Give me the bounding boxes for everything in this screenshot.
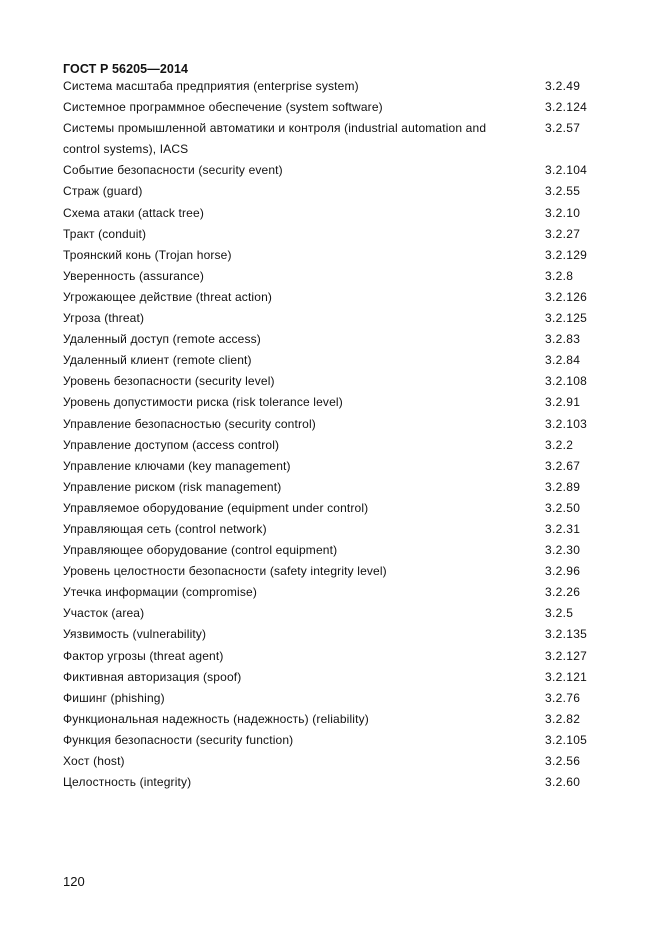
clause-reference: 3.2.135 — [545, 627, 588, 642]
term-text: Системное программное обеспечение (system software) — [63, 100, 383, 115]
index-entry — [63, 245, 603, 266]
clause-reference: 3.2.49 — [545, 79, 581, 93]
index-entry — [63, 224, 603, 245]
clause-reference: 3.2.83 — [545, 332, 581, 347]
clause-reference: 3.2.26 — [545, 585, 581, 600]
clause-reference: 3.2.67 — [545, 458, 581, 473]
clause-reference: 3.2.60 — [545, 775, 581, 790]
clause-reference: 3.2.76 — [545, 690, 581, 705]
clause-reference: 3.2.104 — [545, 163, 588, 178]
term-text: Хост (host) — [63, 754, 125, 768]
clause-reference: 3.2.27 — [545, 226, 581, 241]
term-text: Схема атаки (attack tree) — [63, 205, 204, 220]
term-text: Троянский конь (Trojan horse) — [63, 247, 232, 262]
clause-reference: 3.2.50 — [545, 500, 581, 515]
clause-reference: 3.2.82 — [545, 711, 581, 726]
index-entry — [63, 561, 603, 582]
clause-reference: 3.2.31 — [545, 521, 581, 536]
term-text: Управление безопасностью (security control) — [63, 416, 316, 431]
term-text: Удаленный доступ (remote access) — [63, 332, 261, 347]
clause-reference: 3.2.124 — [545, 100, 588, 115]
index-entry — [63, 350, 603, 371]
index-entry — [63, 730, 603, 751]
clause-reference: 3.2.126 — [545, 289, 588, 304]
term-text: Уровень безопасности (security level) — [63, 374, 275, 389]
term-index-list — [63, 76, 603, 793]
term-text: Уверенность (assurance) — [63, 268, 205, 283]
index-entry — [63, 371, 603, 392]
index-entry — [63, 76, 603, 97]
clause-reference: 3.2.10 — [545, 205, 581, 220]
index-entry — [63, 435, 603, 456]
index-entry — [63, 456, 603, 477]
term-text: Уязвимость (vulnerability) — [63, 627, 207, 642]
term-text: Система масштаба предприятия (enterprise system) — [63, 79, 359, 93]
term-text: Управляющая сеть (control network) — [63, 521, 267, 536]
term-text: Удаленный клиент (remote client) — [63, 353, 252, 368]
clause-reference: 3.2.129 — [545, 247, 588, 262]
term-text: Утечка информации (compromise) — [63, 585, 257, 600]
index-entry — [63, 709, 603, 730]
clause-reference: 3.2.55 — [545, 184, 581, 199]
term-text: Тракт (conduit) — [63, 226, 147, 241]
term-text: Управляемое оборудование (equipment under control) — [63, 500, 369, 515]
term-text: Угроза (threat) — [63, 311, 145, 326]
term-text: Событие безопасности (security event) — [63, 163, 283, 178]
index-entry — [63, 519, 603, 540]
term-text: Угрожающее действие (threat action) — [63, 289, 273, 304]
clause-reference: 3.2.89 — [545, 479, 581, 494]
index-entry — [63, 603, 603, 624]
term-text: Уровень допустимости риска (risk tolerance level) — [63, 395, 343, 410]
index-entry — [63, 118, 603, 160]
term-text: Целостность (integrity) — [63, 775, 192, 790]
term-text: Страж (guard) — [63, 184, 143, 199]
term-text: Управляющее оборудование (control equipment) — [63, 543, 338, 558]
term-text: Фактор угрозы (threat agent) — [63, 648, 224, 663]
clause-reference: 3.2.5 — [545, 606, 574, 621]
index-entry — [63, 329, 603, 350]
index-entry — [63, 646, 603, 667]
index-entry — [63, 181, 603, 202]
clause-reference: 3.2.96 — [545, 564, 581, 579]
index-entry — [63, 414, 603, 435]
term-text: Системы промышленной автоматики и контроля (industrial automation and control systems), IACS — [63, 121, 487, 157]
clause-reference: 3.2.91 — [545, 395, 581, 410]
clause-reference: 3.2.2 — [545, 437, 574, 452]
term-text: Управление ключами (key management) — [63, 458, 291, 473]
index-entry — [63, 287, 603, 308]
index-entry — [63, 667, 603, 688]
term-text: Управление доступом (access control) — [63, 437, 280, 452]
index-entry — [63, 624, 603, 645]
clause-reference: 3.2.30 — [545, 543, 581, 558]
term-text: Участок (area) — [63, 606, 145, 621]
index-entry — [63, 540, 603, 561]
index-entry — [63, 203, 603, 224]
term-text: Функция безопасности (security function) — [63, 732, 294, 747]
clause-reference: 3.2.105 — [545, 732, 588, 747]
index-entry — [63, 498, 603, 519]
index-entry — [63, 582, 603, 603]
term-text: Функциональная надежность (надежность) (reliability) — [63, 711, 369, 726]
index-entry — [63, 751, 603, 772]
clause-reference: 3.2.57 — [545, 121, 581, 136]
clause-reference: 3.2.125 — [545, 311, 588, 326]
index-entry — [63, 772, 603, 793]
clause-reference: 3.2.103 — [545, 416, 588, 431]
clause-reference: 3.2.56 — [545, 754, 581, 768]
document-header: ГОСТ Р 56205—2014 — [63, 62, 189, 76]
clause-reference: 3.2.8 — [545, 268, 574, 283]
index-entry — [63, 97, 603, 118]
term-text: Фиктивная авторизация (spoof) — [63, 669, 242, 684]
term-text: Управление риском (risk management) — [63, 479, 282, 494]
index-entry — [63, 308, 603, 329]
clause-reference: 3.2.84 — [545, 353, 581, 368]
index-entry — [63, 477, 603, 498]
clause-reference: 3.2.108 — [545, 374, 588, 389]
clause-reference: 3.2.127 — [545, 648, 588, 663]
index-entry — [63, 392, 603, 413]
index-entry — [63, 160, 603, 181]
index-entry — [63, 266, 603, 287]
term-text: Фишинг (phishing) — [63, 690, 165, 705]
clause-reference: 3.2.121 — [545, 669, 588, 684]
page-number: 120 — [63, 874, 85, 889]
term-text: Уровень целостности безопасности (safety integrity level) — [63, 564, 387, 579]
index-entry — [63, 688, 603, 709]
